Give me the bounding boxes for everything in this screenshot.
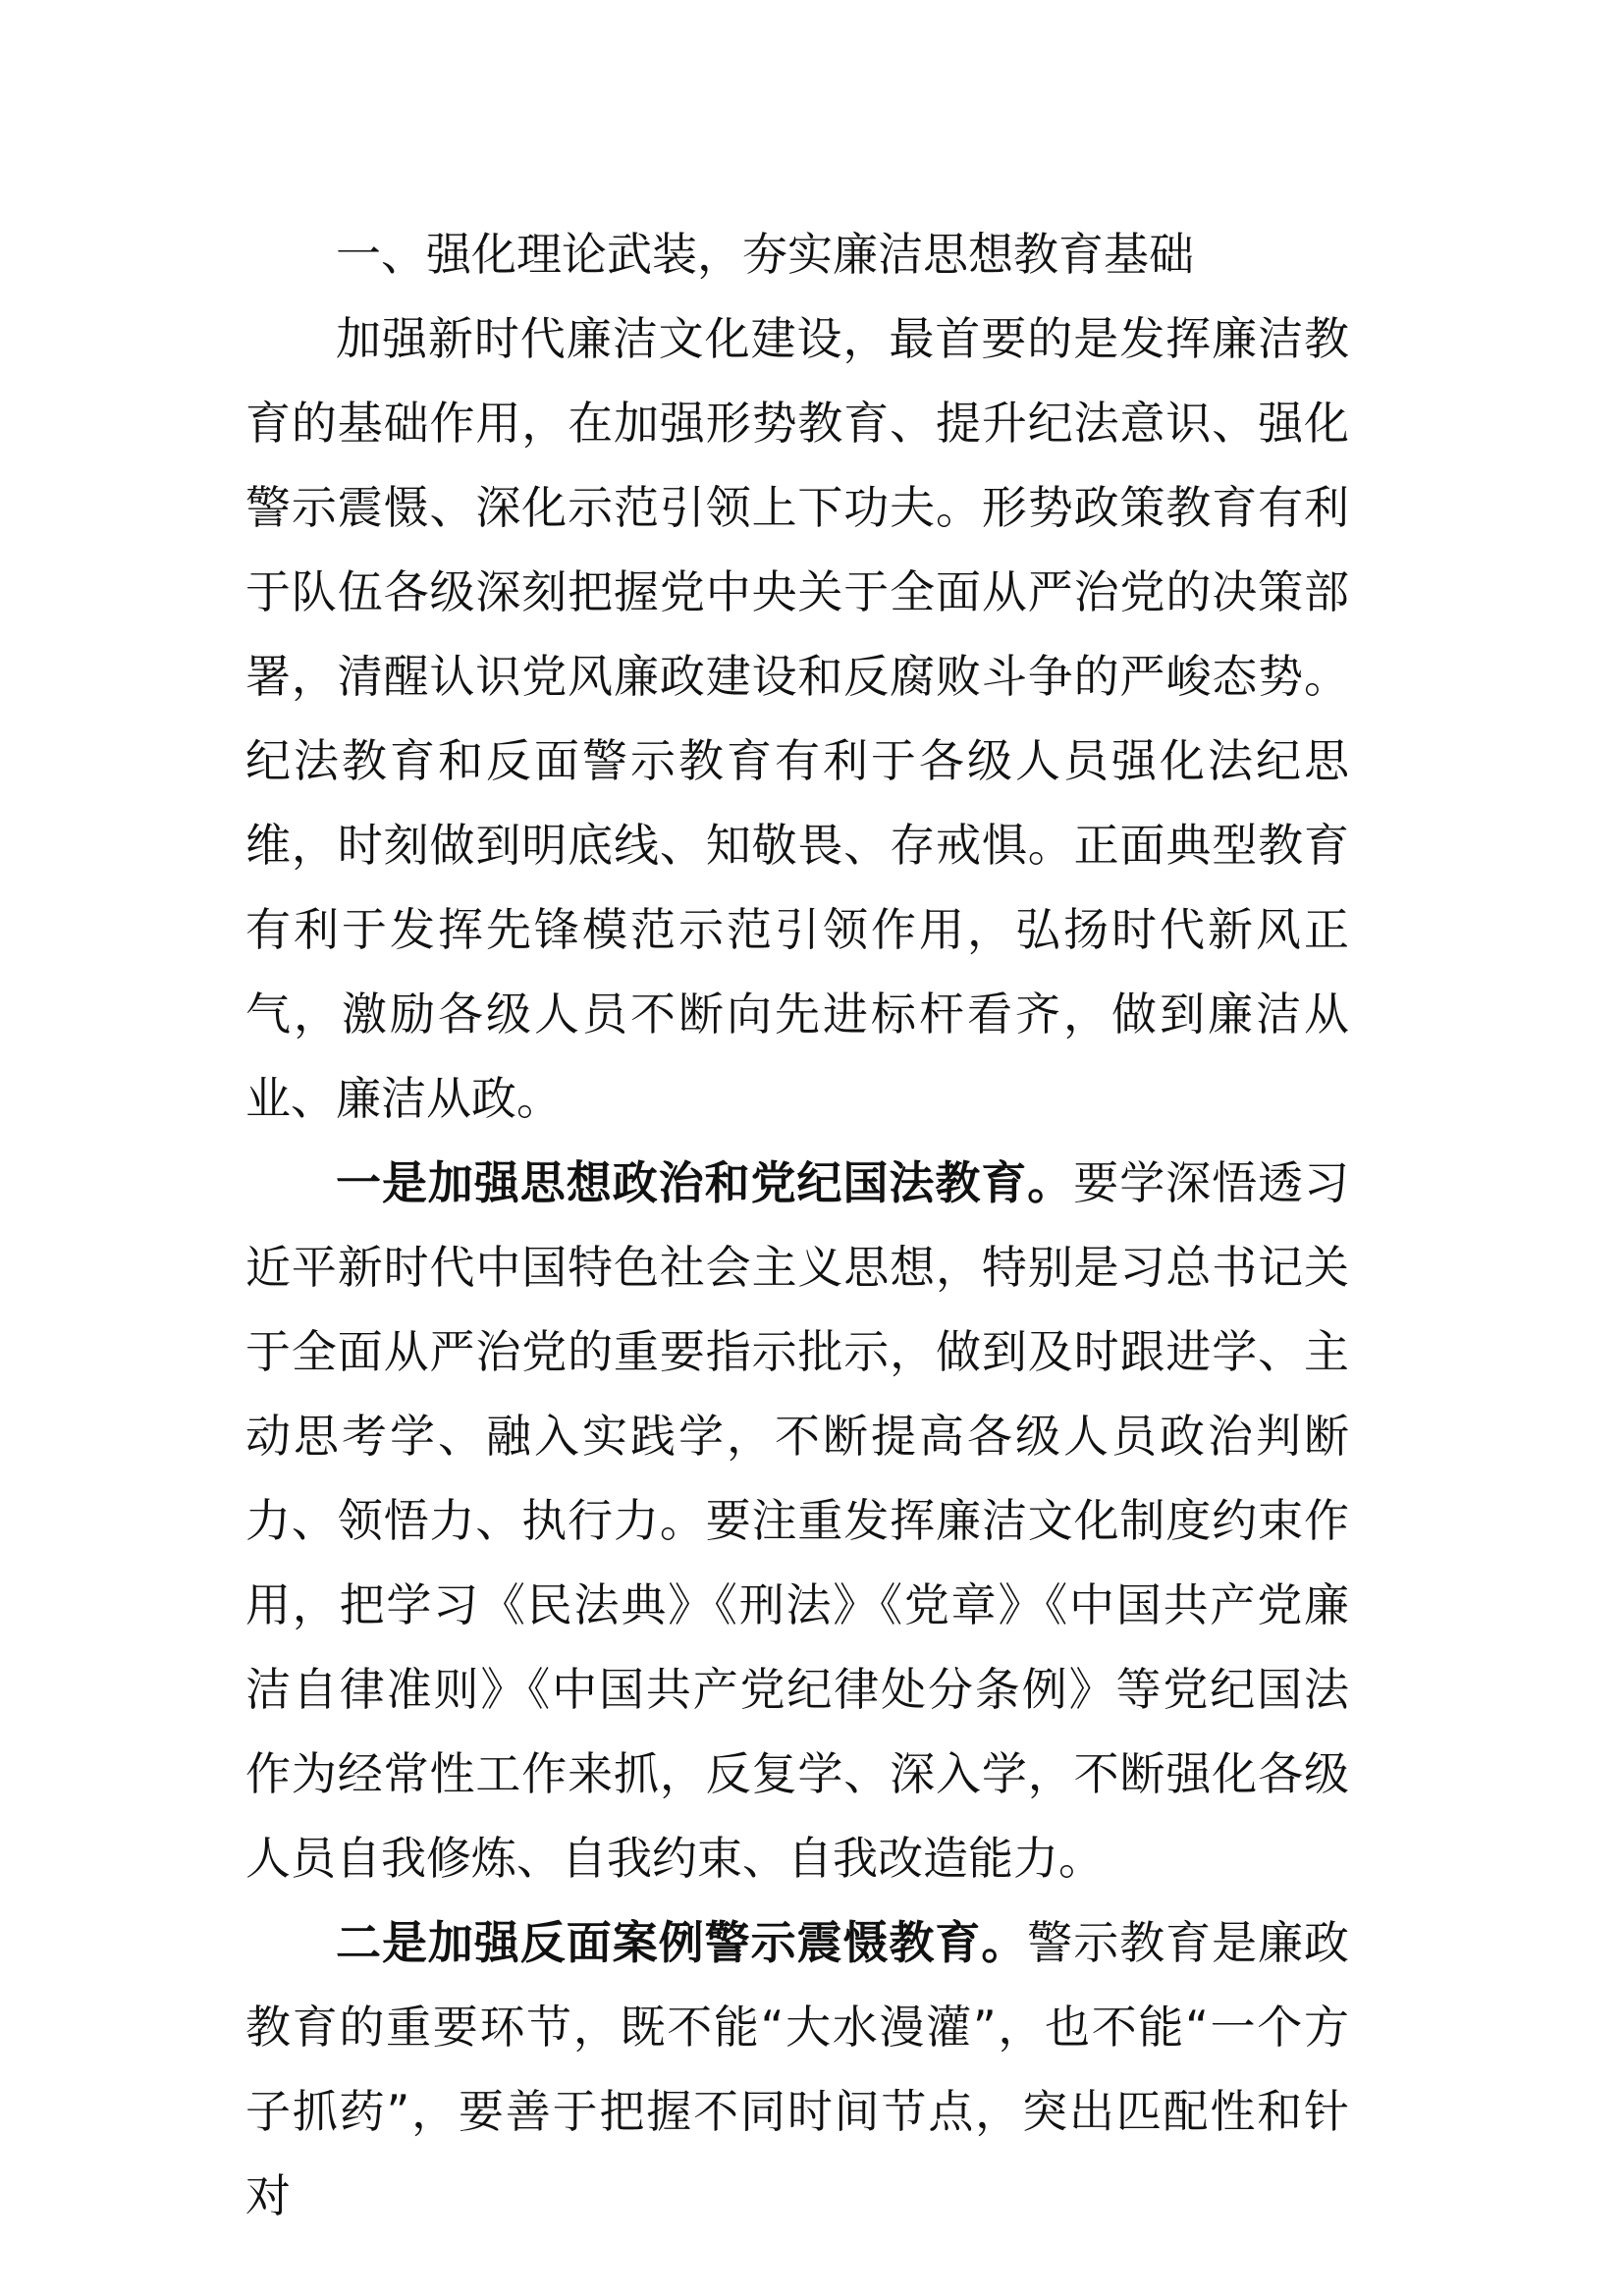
paragraph-text: 警示教育是廉政教育的重要环节，既不能“大水漫灌”，也不能“一个方子抓药”，要善于把握不同时间节点，突出匹配性和针对 [245,1916,1350,2222]
paragraph-intro [245,296,1349,1141]
paragraph-point-one [245,1141,1349,1900]
paragraph-lead: 二是加强反面案例警示震慑教育。 [336,1916,1028,1969]
paragraph-text: 要学深悟透习近平新时代中国特色社会主义思想，特别是习总书记关于全面从严治党的重要指示批示，做到及时跟进学、主动思考学、融入实践学，不断提高各级人员政治判断力、领悟力、执行力。要注重发挥廉洁文化制度约束作用，把学习《民法典》《刑法》《党章》《中国共产党廉洁自律准则》《中国共产党纪律处分条例》等党纪国法作为经常性工作来抓，反复学、深入学，不断强化各级人员自我修炼、自我约束、自我改造能力。 [245,1156,1350,1885]
document-body [245,212,1349,2238]
paragraph-lead: 一是加强思想政治和党纪国法教育。 [336,1156,1074,1209]
paragraph-text: 加强新时代廉洁文化建设，最首要的是发挥廉洁教育的基础作用，在加强形势教育、提升纪法意识、强化警示震慑、深化示范引领上下功夫。形势政策教育有利于队伍各级深刻把握党中央关于全面从严治党的决策部署，清醒认识党风廉政建设和反腐败斗争的严峻态势。纪法教育和反面警示教育有利于各级人员强化法纪思维，时刻做到明底线、知敬畏、存戒惧。正面典型教育有利于发挥先锋模范示范引领作用，弘扬时代新风正气，激励各级人员不断向先进标杆看齐，做到廉洁从业、廉洁从政。 [245,312,1349,1125]
paragraph-point-two [245,1900,1349,2238]
section-heading: 一、强化理论武装，夯实廉洁思想教育基础 [336,228,1194,281]
